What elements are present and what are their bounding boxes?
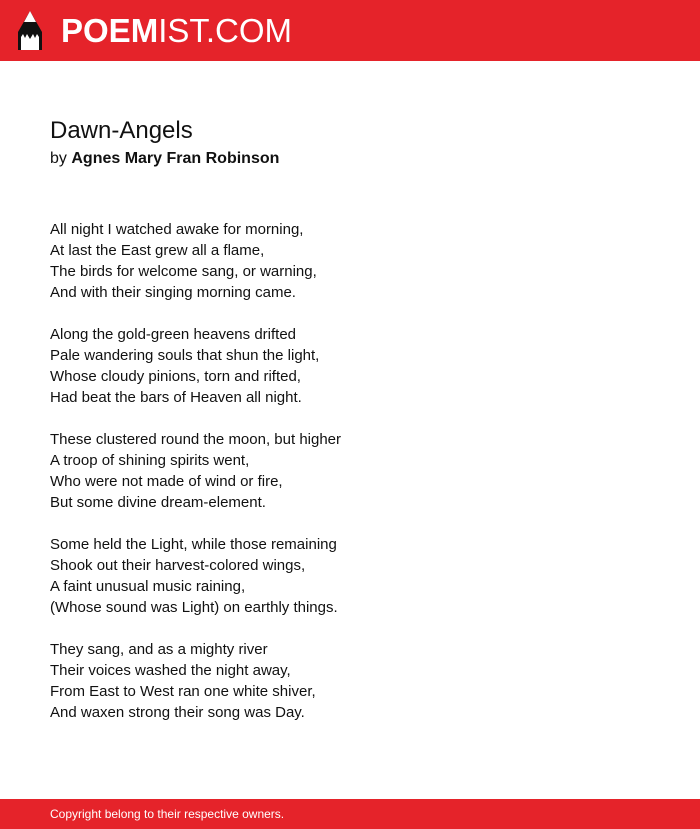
brand-strong: POEM (61, 12, 159, 49)
poem-line: But some divine dream-element. (50, 494, 266, 511)
poem-line: They sang, and as a mighty river (50, 641, 268, 658)
stanza (50, 534, 670, 618)
brand-light: IST.COM (158, 12, 293, 49)
stanza (50, 324, 670, 408)
poem-line: From East to West ran one white shiver, (50, 683, 316, 700)
poem-body (50, 219, 670, 744)
byline (50, 149, 279, 169)
author-name: Agnes Mary Fran Robinson (71, 150, 280, 167)
poem-line: Had beat the bars of Heaven all night. (50, 389, 302, 406)
site-logo-text[interactable] (61, 12, 292, 50)
poem-line: At last the East grew all a flame, (50, 242, 265, 259)
by-label: by (50, 150, 67, 167)
poem-line: Shook out their harvest-colored wings, (50, 557, 306, 574)
poem-line: These clustered round the moon, but higher (50, 431, 342, 448)
poem-line: A troop of shining spirits went, (50, 452, 250, 469)
site-header (0, 0, 700, 61)
poem-line: Pale wandering souls that shun the light, (50, 347, 320, 364)
stanza (50, 219, 670, 303)
poem-line: All night I watched awake for morning, (50, 221, 304, 238)
poem-line: The birds for welcome sang, or warning, (50, 263, 317, 280)
poem-line: Their voices washed the night away, (50, 662, 291, 679)
poem-line: Who were not made of wind or fire, (50, 473, 283, 490)
poem-line: A faint unusual music raining, (50, 578, 246, 595)
poem-line: (Whose sound was Light) on earthly things. (50, 599, 338, 616)
copyright-notice: Copyright belong to their respective owners. (50, 807, 285, 821)
site-footer (0, 799, 700, 829)
poem-title: Dawn-Angels (50, 117, 193, 144)
poem-line: And with their singing morning came. (50, 284, 296, 301)
poem-line: Some held the Light, while those remaining (50, 536, 337, 553)
stanza (50, 639, 670, 723)
poem-line: Whose cloudy pinions, torn and rifted, (50, 368, 301, 385)
poem-line: And waxen strong their song was Day. (50, 704, 305, 721)
stanza (50, 429, 670, 513)
poem-line: Along the gold-green heavens drifted (50, 326, 297, 343)
pencil-icon[interactable] (17, 10, 43, 51)
